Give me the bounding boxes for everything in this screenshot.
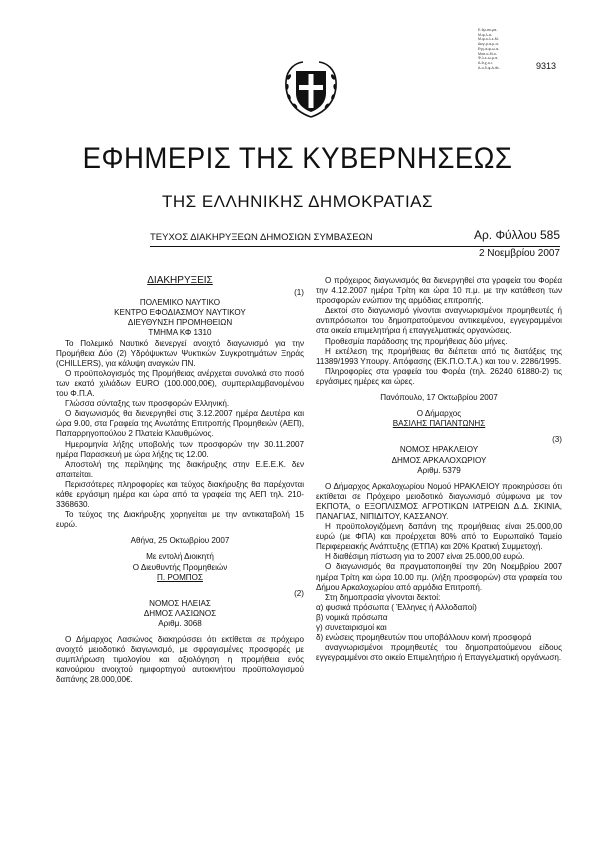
notice-number: (3) <box>552 435 562 445</box>
reference-number: Αριθμ. 5379 <box>417 465 461 475</box>
notice-1-body <box>56 339 304 531</box>
paragraph: Ο διαγωνισμός θα πραγματοποιηθεί την 20η Νοεμβρίου 2007 ημέρα Τρίτη και ώρα 10.00 πμ. (λήξη προσφορών) στα γραφεία του Δήμου Αρκαλοχωρίου από αρμόδια Επιτροπή. <box>316 562 562 592</box>
notice-2-header <box>56 599 304 629</box>
left-column <box>56 276 304 686</box>
header-line: ΝΟΜΟΣ ΗΡΑΚΛΕΙΟΥ <box>399 445 479 455</box>
header-line: ΔΙΕΥΘΥΝΣΗ ΠΡΟΜΗΘΕΙΩΝ <box>127 318 233 328</box>
paragraph: Περισσότερες πληροφορίες και τεύχος διακήρυξης θα παρέχονται κάθε εργάσιμη ημέρα και ώρα από τα γραφεία της ΑΕΠ τηλ. 210-3368630. <box>56 479 304 510</box>
header-line: ΝΟΜΟΣ ΗΛΕΙΑΣ <box>149 598 211 608</box>
notice-number: (1) <box>294 288 304 298</box>
header-line: ΚΕΝΤΡΟ ΕΦΟΔΙΑΣΜΟΥ ΝΑΥΤΙΚΟΥ <box>114 308 246 318</box>
paragraph: Η διαθέσιμη πίστωση για το 2007 είναι 25.000,00 ευρώ. <box>325 552 525 562</box>
stamp-line: Διεγ-ρ-α-μ-α- <box>478 42 499 47</box>
greek-coat-of-arms-icon <box>281 57 341 123</box>
stamp-line: Α-ο-δ-φ-Α-θε- <box>478 65 500 70</box>
signature-line: Με εντολή Διοικητή <box>146 552 214 562</box>
list-item: γ) συνεταιρισμοί και <box>316 623 387 632</box>
paragraph: Γλώσσα σύνταξης των προσφορών Ελληνική. <box>65 399 230 409</box>
notice-2-signature <box>316 393 562 429</box>
stamp-line: Εγγ-α-φ-ω-α- <box>478 46 500 51</box>
notice-2-continued <box>316 276 562 387</box>
section-heading: ΔΙΑΚΗΡΥΞΕΙΣ <box>147 275 213 286</box>
page-number: 9313 <box>536 61 557 71</box>
notice-3-header <box>316 445 562 475</box>
list-item: α) φυσικά πρόσωπα ( Έλληνες ή Αλλοδαποί) <box>316 602 477 612</box>
paragraph: Ημερομηνία λήξης υποβολής των προσφορών την 30.11.2007 ημέρα Παρασκευή με ώρα λήξης τις 12.00. <box>56 439 304 459</box>
gazette-title: ΕΦΗΜΕΡΙΣ ΤΗΣ ΚΥΒΕΡΝΗΣΕΩΣ <box>82 142 513 175</box>
paragraph: Πληροφορίες στα γραφεία του Φορέα (τηλ. 26240 61880-2) τις εργάσιμες ημέρες και ώρες. <box>316 366 562 386</box>
header-line: ΠΟΛΕΜΙΚΟ ΝΑΥΤΙΚΟ <box>139 298 221 308</box>
paragraph: Ο πρόχειρος διαγωνισμός θα διενεργηθεί στα γραφεία του Φορέα την 4.12.2007 ημέρα Τρίτη και ώρα 10 π.μ. με την κατάθεση των προσφορών ενώπιον της αρμόδιας επιτροπής. <box>316 276 562 306</box>
notice-1-signature <box>56 536 304 582</box>
paragraph: Προθεσμία παράδοσης της προμήθειας δύο μήνες. <box>325 336 508 346</box>
paragraph: Αποστολή της περίληψης της διακήρυξης στην Ε.Ε.Ε.Κ. δεν απαιτείται. <box>56 459 304 479</box>
paragraph: Η εκτέλεση της προμήθειας θα διέπεται από τις διατάξεις της 11389/1993 Υπουργ. Απόφασης (ΕΚ.Π.Ο.Τ.Α.) και του ν. 2286/1995. <box>316 346 562 366</box>
issue-type: ΤΕΥΧΟΣ ΔΙΑΚΗΡΥΞΕΩΝ ΔΗΜΟΣΙΩΝ ΣΥΜΒΑΣΕΩΝ <box>150 232 373 243</box>
paragraph: Ο Δήμαρχος Αρκαλοχωρίου Νομού ΗΡΑΚΛΕΙΟΥ προκηρύσσει ότι εκτίθεται σε Πρόχειρο μειοδοτικό διαγωνισμό σύμφωνα με τον ΕΚΠΟΤΑ, ο ΕΞΟΠΛΙΣΜΟΣ ΑΓΡΟΤΙΚΩΝ ΙΑΤΡΕΙΩΝ Δ.Δ. ΣΚΙΝΙΑ, ΠΑΝΑΓΙΑΣ, ΝΙΠΙΔΙΤΟΥ, ΚΑΣΣΑΝΟΥ. <box>316 481 562 521</box>
right-column <box>316 276 562 663</box>
stamp-line: Ε-θμ-σκ-μα- <box>478 28 498 32</box>
publisher-stamp <box>478 28 532 70</box>
signature-name: Π. ΡΟΜΠΟΣ <box>157 572 203 582</box>
signature-place-date: Αθήνα, 25 Οκτωβρίου 2007 <box>130 536 230 546</box>
reference-number: Αριθμ. 3068 <box>158 619 202 628</box>
list-item: β) νομικά πρόσωπα <box>316 612 388 622</box>
paragraph: Ο διαγωνισμός θα διενεργηθεί στις 3.12.2007 ημέρα Δευτέρα και ώρα 9.00, στα Γραφεία της Ανωτάτης Επιτροπής Προμηθειών (ΑΕΠ), Παπαρρηγοπούλου 2 Πλατεία Κλαυθμώνος. <box>56 409 304 439</box>
paragraph: Η προϋπολογιζόμενη δαπάνη της προμήθειας είναι 25.000,00 ευρώ (με ΦΠΑ) και προέρχεται 80% από το Ευρωπαϊκό Ταμείο Περιφερειακής Ανάπτυξης (ΕΤΠΑ) και 20% Κρατική Συμμετοχή. <box>316 522 562 552</box>
paragraph: αναγνωρισμένοι προμηθευτές του δημοπρατούμενου είδους εγγεγραμμένοι στο οικείο Επιμελητήριο ή Επαγγελματική οργάνωση. <box>316 643 562 663</box>
issue-bar <box>150 228 560 247</box>
signature-place-date: Πανόπουλο, 17 Οκτωβρίου 2007 <box>380 393 498 403</box>
header-line: ΔΗΜΟΣ ΑΡΚΑΛΟΧΩΡΙΟΥ <box>391 455 487 465</box>
header-line: ΔΗΜΟΣ ΛΑΣΙΩΝΟΣ <box>143 608 217 618</box>
stamp-line: Μ-φ-ο-λ-ε-Μ- <box>478 37 499 42</box>
gazette-subtitle: ΤΗΣ ΕΛΛΗΝΙΚΗΣ ΔΗΜΟΚΡΑΤΙΑΣ <box>161 192 434 211</box>
paragraph: Το Πολεμικό Ναυτικό διενεργεί ανοιχτό διαγωνισμό για την Προμήθεια Δύο (2) Υδρόψυκτων Ψυκτικών Συγκροτημάτων Ξηράς (CHILLERS), για κάλυψη αναγκών ΠΝ. <box>56 338 304 368</box>
stamp-line: Α-θ-χ-ο-ι- <box>478 60 494 65</box>
paragraph: Δεκτοί στο διαγωνισμό γίνονται αναγνωρισμένοι προμηθευτές ή αντιπρόσωποι του δημοπρατούμενου αντικειμένου, εγγεγραμμένοι στα οικεία επιμελητήρια ή επαγγελματικές οργανώσεις. <box>316 306 562 336</box>
paragraph: Το τεύχος της Διακήρυξης χορηγείται με την αντικαταβολή 15 ευρώ. <box>56 510 304 530</box>
list-item: δ) ενώσεις προμηθευτών που υποβάλλουν κοινή προσφορά <box>316 633 532 643</box>
paragraph: Ο προϋπολογισμός της Προμήθειας ανέρχεται συνολικά στο ποσό των εκατό χιλιάδων EURO (100.000,00€), συμπεριλαμβανομένου του Φ.Π.Α. <box>56 368 304 399</box>
notice-1-header <box>56 298 304 338</box>
issue-date: 2 Νοεμβρίου 2007 <box>478 248 560 259</box>
signature-line: Ο Διευθυντής Προμηθειών <box>132 562 228 572</box>
list-intro: Στη δημοπρασία γίνονται δεκτοί: <box>325 592 441 602</box>
signature-name: ΒΑΣΙΛΗΣ ΠΑΠΑΝΤΩΝΗΣ <box>392 419 486 429</box>
paragraph: Ο Δήμαρχος Λασιώνος διακηρύσσει ότι εκτίθεται σε πρόχειρο ανοιχτό μειοδοτικό διαγωνισμό, με σφραγισμένες προσφορές με συμπλήρωση τιμολογίου και αξιολόγηση η προμήθεια ενός καινούριου ανοιχτού ημιφορτηγού αυτοκινήτου προϋπολογισμού δαπάνης 28.000,00€. <box>56 635 304 685</box>
signature-line: Ο Δήμαρχος <box>416 409 462 419</box>
header-line: ΤΜΗΜΑ ΚΦ 1310 <box>148 328 212 338</box>
notice-number: (2) <box>294 588 304 598</box>
notice-3-body <box>316 482 562 664</box>
issue-number: Αρ. Φύλλου 585 <box>473 228 560 242</box>
stamp-line: Μ-φ-λ-α- <box>478 32 492 37</box>
stamp-line: Μοσ-ο-Μ-ο- <box>478 51 497 56</box>
stamp-line: Φ-λ-ε-ω-μ-α- <box>478 56 499 61</box>
